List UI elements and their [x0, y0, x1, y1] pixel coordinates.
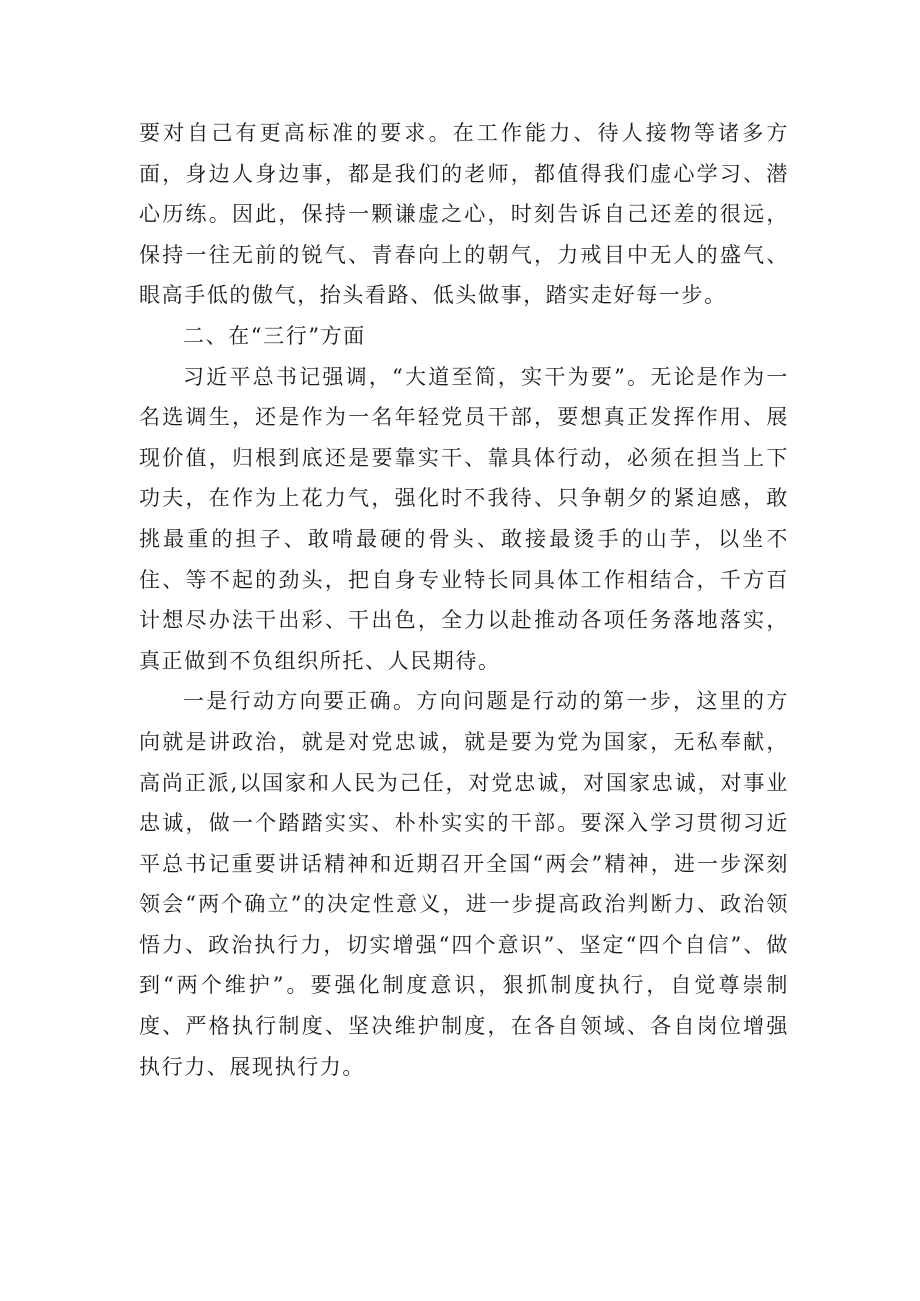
paragraph-body: 习近平总书记强调，“大道至简，实干为要”。无论是作为一名选调生，还是作为一名年轻党员干部，要想真正发挥作用、展现价值，归根到底还是要靠实干、靠具体行动，必须在担当上下功夫，在作为上花力气，强化时不我待、只争朝夕的紧迫感，敢挑最重的担子、敢啃最硬的骨头、敢接最烫手的山芋，以坐不住、等不起的劲头，把自身专业特长同具体工作相结合，千方百计想尽办法干出彩、干出色，全力以赴推动各项任务落地落实，真正做到不负组织所托、人民期待。	[139, 364, 789, 673]
paragraph-continuation: 要对自己有更高标准的要求。在工作能力、待人接物等诸多方面，身边人身边事，都是我们的老师，都值得我们虚心学习、潜心历练。因此，保持一颗谦虚之心，时刻告诉自己还差的很远，保持一往无前的锐气、青春向上的朝气，力戒目中无人的盛气、眼高手低的傲气，抬头看路、低头做事，踏实走好每一步。	[139, 121, 789, 308]
document-body	[139, 113, 789, 1087]
section-heading: 二、在“三行”方面	[183, 323, 366, 348]
paragraph-body: 一是行动方向要正确。方向问题是行动的第一步，这里的方向就是讲政治，就是对党忠诚，就是要为党为国家，无私奉献，高尚正派,以国家和人民为己任，对党忠诚，对国家忠诚，对事业忠诚，做一个踏踏实实、朴朴实实的干部。要深入学习贯彻习近平总书记重要讲话精神和近期召开全国“两会”精神，进一步深刻领会“两个确立”的决定性意义，进一步提高政治判断力、政治领悟力、政治执行力，切实增强“四个意识”、坚定“四个自信”、做到“两个维护”。要强化制度意识，狠抓制度执行，自觉尊崇制度、严格执行制度、坚决维护制度，在各自领域、各自岗位增强执行力、展现执行力。	[139, 689, 789, 1079]
